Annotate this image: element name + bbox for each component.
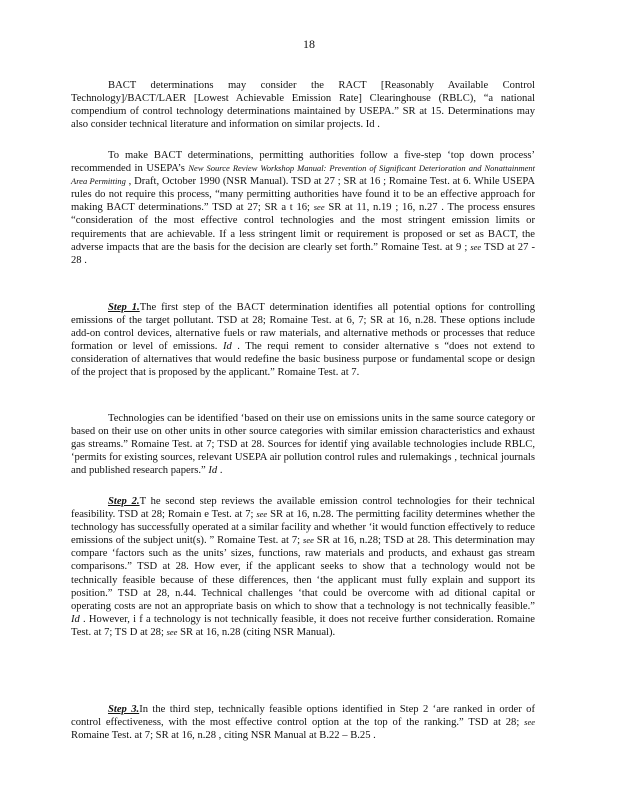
paragraph-step-3	[71, 703, 535, 742]
paragraph-top-down-process	[71, 149, 535, 267]
paragraph-text: SR at 16, n.28. The permitting facility determines whether the technology has successfully operated at a similar facility and whether ‘it would function effectively to reduce emissions of the subject unit(s). ” Romaine Test. at 7;	[71, 509, 535, 547]
paragraph-text: , Draft, October 1990 (NSR Manual). TSD at 27 ; SR at 16 ; Romaine Test. at 6. While USEPA rules do not require this process, “many permitting authorities have found it to be an effective approach for making BACT determinations.” TSD at 27; SR a t 16;	[71, 176, 535, 214]
paragraph-text: . The requi rement to consider alternative s “does not extend to consideration of alternatives that would redefine the basic business purpose or fundamental scope or design of the project that is proposed by the applicant.” Romaine Test. at 7.	[71, 341, 535, 379]
paragraph-text: SR at 16, n.28 (citing NSR Manual).	[177, 626, 336, 638]
citation-id: Id	[208, 465, 218, 477]
paragraph-text: .	[217, 465, 223, 477]
paragraph-text: Technologies can be identified ‘based on their use on emissions units in the same source category or based on their use on other units in other source categories with similar emission characteristics and exhaust gas streams.” Romaine Test. at 7; TSD at 28. Sources for identif ying available technologies include RBLC, ‘permits for existing sources, relevant USEPA air pollution control rules and rulemakings , technical journals and published research papers.”	[71, 413, 535, 477]
step-1-heading: Step 1.	[108, 302, 140, 313]
paragraph-text: The first step of the BACT determination identifies all potential options for controlling emissions of the target pollutant. TSD at 28; Romaine Test. at 6, 7; SR at 16, n.28. These options include add-on control devices, alternative fuels or raw materials, and alternative methods or processes that reduce formation or level of emissions.	[71, 302, 535, 353]
paragraph-step-2	[71, 495, 535, 639]
paragraph-text: T he second step reviews the available emission control technologies for their technical feasibility. TSD at 28; Romain e Test. at 7;	[71, 496, 535, 521]
paragraph-text: SR at 16, n.28; TSD at 28. This determination may compare ‘factors such as the units’ sizes, functions, raw materials and products, and exhaust gas stream comparisons.” TSD at 28. How ever, if the applicant seeks to show that a technology would not be technically feasible because of these differences, then ‘the applicant must fully explain and support its position.” TSD at 28, n.44. Technical challenges ‘that could be overcome with ad ditional capital or operating costs are not an appropriate basis on which to show that a technology is not technically feasible.”	[71, 535, 535, 612]
manual-title: New Source Review Workshop Manual: Prevention of Significant Deterioration and Nonattainment Area Permitting	[71, 163, 535, 187]
citation-signal: see	[313, 202, 325, 213]
paragraph-text: In the third step, technically feasible options identified in Step 2 ‘are ranked in order of control effectiveness, with the most effective control option at the top of the ranking.” TSD at 28;	[71, 704, 535, 729]
citation-signal: see	[256, 509, 268, 520]
paragraph-text: TSD at 27 - 28 .	[71, 241, 535, 266]
paragraph-text: To make BACT determinations, permitting authorities follow a five-step ‘top down process’ recommended in USEPA’s	[71, 150, 535, 175]
paragraph-text: BACT determinations may consider the RACT [Reasonably Available Control Technology]/BACT/LAER [Lowest Achievable Emission Rate] Clearinghouse (RBLC), “a national compendium of control technology determinations maintained by USEPA.” SR at 15. Determinations may also consider technical literature and information on similar projects. Id .	[71, 80, 535, 131]
citation-signal: see	[166, 626, 178, 637]
citation-signal: see	[470, 241, 482, 252]
step-3-heading: Step 3.	[108, 704, 140, 715]
paragraph-text: Romaine Test. at 7; SR at 16, n.28 , citing NSR Manual at B.22 – B.25 .	[71, 730, 376, 742]
page-number: 18	[303, 37, 315, 51]
citation-signal: see	[524, 717, 535, 728]
paragraph-step-1	[71, 301, 535, 380]
paragraph-technologies	[71, 412, 535, 477]
citation-signal: see	[303, 535, 314, 546]
step-2-heading: Step 2.	[108, 496, 140, 507]
citation-id: Id	[222, 341, 232, 353]
citation-id: Id	[71, 613, 80, 625]
paragraph-text: . However, i f a technology is not technically feasible, it does not receive further consideration. Romaine Test. at 7; TS D at 28;	[71, 613, 535, 638]
paragraph-text: SR at 11, n.19 ; 16, n.27 . The process ensures “consideration of the most effective control technologies and the most stringent emission limits or requirements that are achievable. If a less stringent limit or requirement is proposed or set as BACT, the adverse impacts that are the basis for the decision are clearly set forth.” Romaine Test. at 9 ;	[71, 202, 535, 253]
paragraph-rblc	[71, 79, 535, 131]
